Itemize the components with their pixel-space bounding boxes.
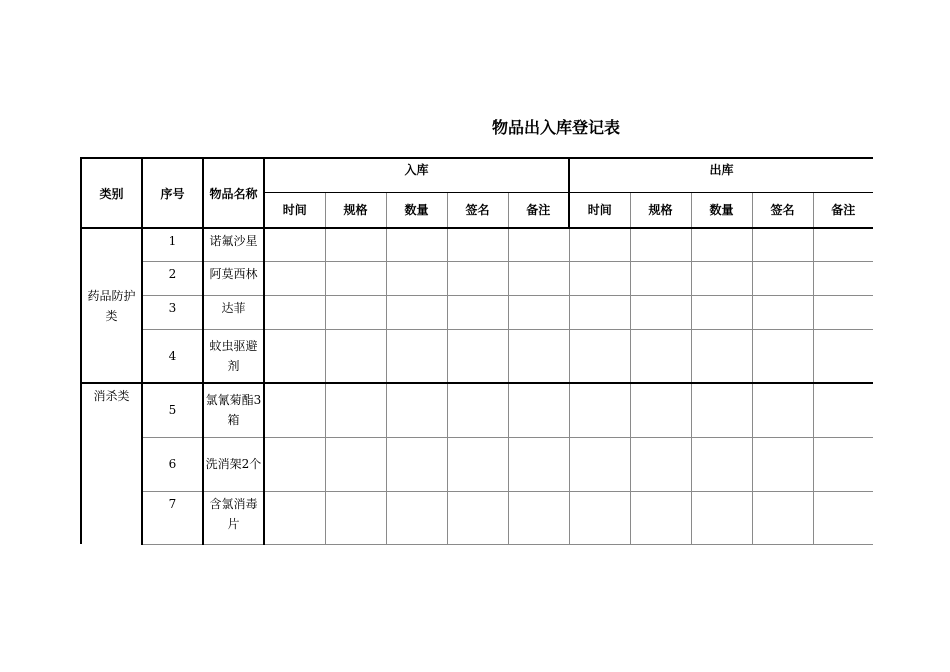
item-name-cell: 蚊虫驱避剂 xyxy=(203,329,264,383)
empty-cell xyxy=(813,383,873,437)
empty-cell xyxy=(752,295,813,329)
empty-cell xyxy=(386,261,447,295)
empty-cell xyxy=(691,437,752,491)
empty-cell xyxy=(264,491,325,544)
empty-cell xyxy=(630,295,691,329)
empty-cell xyxy=(508,383,569,437)
header-out-signature: 签名 xyxy=(752,192,813,228)
empty-cell xyxy=(386,329,447,383)
table-row xyxy=(81,383,873,437)
empty-cell xyxy=(508,228,569,261)
header-item-name: 物品名称 xyxy=(203,158,264,228)
header-outbound: 出库 xyxy=(569,158,873,192)
header-out-remarks: 备注 xyxy=(813,192,873,228)
item-name-cell: 氯氰菊酯3箱 xyxy=(203,383,264,437)
item-name-cell: 诺氟沙星 xyxy=(203,228,264,261)
index-cell: 3 xyxy=(142,295,203,329)
empty-cell xyxy=(508,491,569,544)
empty-cell xyxy=(447,437,508,491)
empty-cell xyxy=(447,491,508,544)
header-in-spec: 规格 xyxy=(325,192,386,228)
empty-cell xyxy=(386,383,447,437)
empty-cell xyxy=(386,295,447,329)
empty-cell xyxy=(325,295,386,329)
index-cell: 2 xyxy=(142,261,203,295)
table-row xyxy=(81,261,873,295)
empty-cell xyxy=(264,329,325,383)
header-in-time: 时间 xyxy=(264,192,325,228)
index-cell: 4 xyxy=(142,329,203,383)
table-row xyxy=(81,295,873,329)
empty-cell xyxy=(508,329,569,383)
index-cell: 6 xyxy=(142,437,203,491)
empty-cell xyxy=(691,228,752,261)
empty-cell xyxy=(813,329,873,383)
empty-cell xyxy=(630,261,691,295)
empty-cell xyxy=(630,437,691,491)
ledger-table xyxy=(80,157,873,545)
item-name-cell: 达菲 xyxy=(203,295,264,329)
empty-cell xyxy=(325,491,386,544)
empty-cell xyxy=(813,228,873,261)
empty-cell xyxy=(569,228,630,261)
empty-cell xyxy=(813,261,873,295)
header-inbound: 入库 xyxy=(264,158,569,192)
empty-cell xyxy=(569,383,630,437)
empty-cell xyxy=(691,295,752,329)
empty-cell xyxy=(447,261,508,295)
empty-cell xyxy=(264,383,325,437)
empty-cell xyxy=(752,491,813,544)
header-in-quantity: 数量 xyxy=(386,192,447,228)
empty-cell xyxy=(386,437,447,491)
page-title: 物品出入库登记表 xyxy=(491,118,620,137)
header-in-remarks: 备注 xyxy=(508,192,569,228)
empty-cell xyxy=(752,261,813,295)
empty-cell xyxy=(264,295,325,329)
index-cell: 1 xyxy=(142,228,203,261)
empty-cell xyxy=(386,491,447,544)
empty-cell xyxy=(386,228,447,261)
empty-cell xyxy=(691,261,752,295)
table-row xyxy=(81,437,873,491)
table-row xyxy=(81,228,873,261)
empty-cell xyxy=(447,329,508,383)
empty-cell xyxy=(691,491,752,544)
empty-cell xyxy=(569,329,630,383)
empty-cell xyxy=(447,228,508,261)
index-cell: 5 xyxy=(142,383,203,437)
empty-cell xyxy=(752,228,813,261)
empty-cell xyxy=(569,437,630,491)
empty-cell xyxy=(630,491,691,544)
table-row xyxy=(81,491,873,544)
category-cell: 消杀类 xyxy=(81,383,142,544)
item-name-cell: 阿莫西林 xyxy=(203,261,264,295)
empty-cell xyxy=(508,261,569,295)
item-name-cell: 含氯消毒片 xyxy=(203,491,264,544)
inventory-ledger xyxy=(80,157,873,547)
empty-cell xyxy=(508,295,569,329)
empty-cell xyxy=(691,329,752,383)
empty-cell xyxy=(630,228,691,261)
empty-cell xyxy=(325,383,386,437)
empty-cell xyxy=(813,491,873,544)
empty-cell xyxy=(813,437,873,491)
index-cell: 7 xyxy=(142,491,203,544)
empty-cell xyxy=(691,383,752,437)
header-in-signature: 签名 xyxy=(447,192,508,228)
empty-cell xyxy=(630,383,691,437)
category-cell: 药品防护类 xyxy=(81,228,142,383)
empty-cell xyxy=(264,261,325,295)
empty-cell xyxy=(447,295,508,329)
empty-cell xyxy=(264,437,325,491)
header-category: 类别 xyxy=(81,158,142,228)
empty-cell xyxy=(813,295,873,329)
empty-cell xyxy=(630,329,691,383)
empty-cell xyxy=(569,295,630,329)
empty-cell xyxy=(569,261,630,295)
header-out-spec: 规格 xyxy=(630,192,691,228)
item-name-cell: 洗消架2个 xyxy=(203,437,264,491)
table-row xyxy=(81,329,873,383)
header-out-quantity: 数量 xyxy=(691,192,752,228)
empty-cell xyxy=(325,437,386,491)
empty-cell xyxy=(325,228,386,261)
empty-cell xyxy=(447,383,508,437)
header-out-time: 时间 xyxy=(569,192,630,228)
empty-cell xyxy=(569,491,630,544)
empty-cell xyxy=(752,329,813,383)
empty-cell xyxy=(264,228,325,261)
empty-cell xyxy=(752,437,813,491)
header-index: 序号 xyxy=(142,158,203,228)
empty-cell xyxy=(508,437,569,491)
empty-cell xyxy=(325,329,386,383)
empty-cell xyxy=(752,383,813,437)
empty-cell xyxy=(325,261,386,295)
